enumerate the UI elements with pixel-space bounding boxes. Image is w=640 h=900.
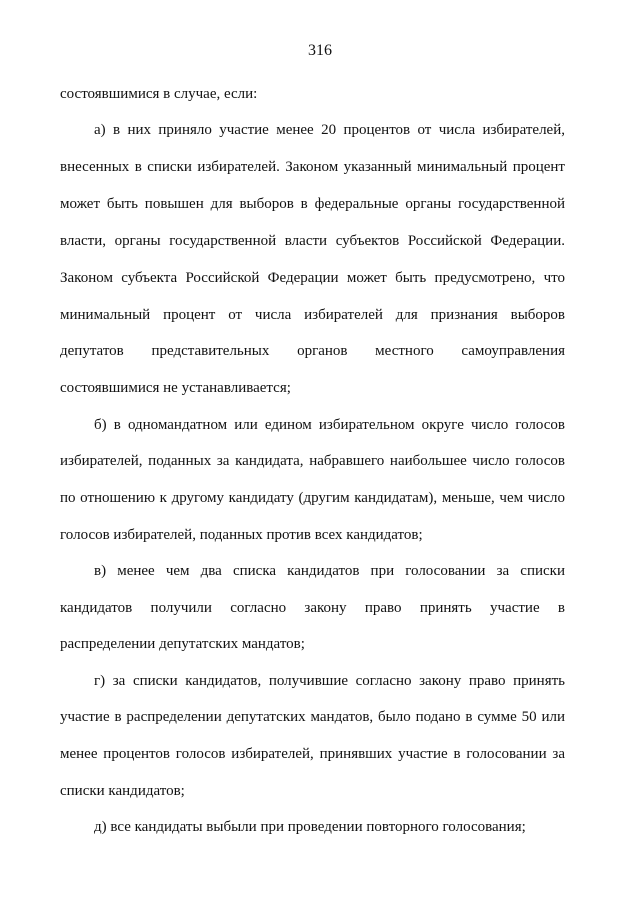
text-line: внесенных в списки избирателей. Законом указанный минимальный процент	[60, 159, 565, 175]
text-line: может быть повышен для выборов в федеральные органы государственной	[60, 196, 565, 212]
text-line: по отношению к другому кандидату (другим кандидатам), меньше, чем число	[60, 490, 565, 506]
text-line: списки кандидатов;	[60, 783, 185, 799]
text-line: в) менее чем два списка кандидатов при голосовании за списки	[94, 563, 565, 579]
text-line: власти, органы государственной власти субъектов Российской Федерации.	[60, 233, 565, 249]
text-line: состоявшимися в случае, если:	[60, 86, 258, 102]
text-line: состоявшимися не устанавливается;	[60, 380, 291, 396]
text-line: а) в них приняло участие менее 20 процентов от числа избирателей,	[94, 122, 565, 138]
text-line: г) за списки кандидатов, получившие согласно закону право принять	[94, 673, 565, 689]
text-line: избирателей, поданных за кандидата, набравшего наибольшее число голосов	[60, 453, 565, 469]
text-line: распределении депутатских мандатов;	[60, 636, 305, 652]
text-line: голосов избирателей, поданных против всех кандидатов;	[60, 527, 423, 543]
text-line: б) в одномандатном или едином избирательном округе число голосов	[94, 417, 565, 433]
text-line: кандидатов получили согласно закону право принять участие в	[60, 600, 565, 616]
text-line: д) все кандидаты выбыли при проведении повторного голосования;	[94, 819, 526, 835]
text-line: минимальный процент от числа избирателей для признания выборов	[60, 307, 565, 323]
text-line: депутатов представительных органов местного самоуправления	[60, 343, 565, 359]
text-line: менее процентов голосов избирателей, принявших участие в голосовании за	[60, 746, 565, 762]
text-line: Законом субъекта Российской Федерации может быть предусмотрено, что	[60, 270, 565, 286]
page-number: 316	[308, 42, 332, 59]
text-line: участие в распределении депутатских мандатов, было подано в сумме 50 или	[60, 709, 565, 725]
